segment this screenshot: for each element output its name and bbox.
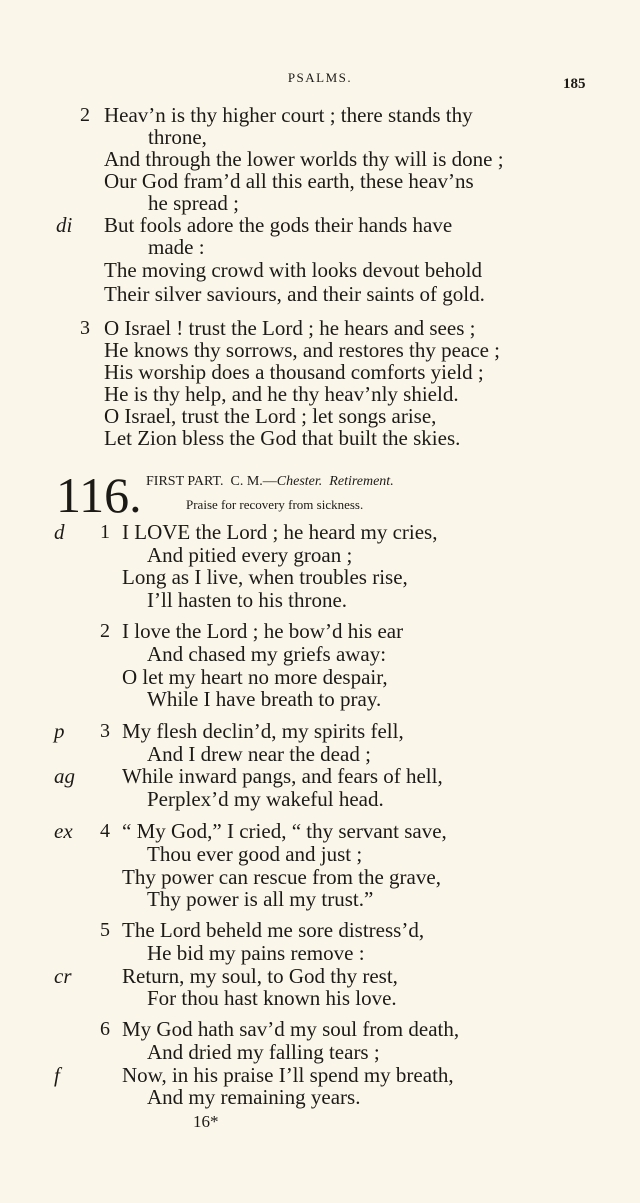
dynamics-mark: di [56, 213, 73, 237]
dynamics-mark: p [54, 719, 65, 743]
verse-line: Thy power can rescue from the grave, [122, 865, 441, 889]
hymn-subtitle: Praise for recovery from sickness. [186, 497, 364, 512]
verse-line: Return, my soul, to God thy rest, [122, 964, 398, 988]
verse-line: O Israel ! trust the Lord ; he hears and sees ; [104, 316, 476, 340]
verse-line: And I drew near the dead ; [147, 742, 371, 766]
verse-line: Our God fram’d all this earth, these heav’ns [104, 169, 474, 193]
page-number: 185 [563, 76, 586, 92]
verse-line: And chased my griefs away: [147, 642, 387, 666]
stanza-number: 3 [100, 720, 110, 742]
stanza-number: 2 [100, 620, 110, 642]
verse-line: I’ll hasten to his throne. [147, 588, 348, 612]
verse-line: For thou hast known his love. [147, 986, 397, 1010]
verse-line: made : [148, 235, 205, 259]
verse-line: Their silver saviours, and their saints of gold. [104, 282, 485, 306]
dynamics-mark: f [54, 1063, 60, 1087]
dynamics-mark: d [54, 520, 65, 544]
hymn-meta [146, 474, 394, 490]
verse-line: Heav’n is thy higher court ; there stands thy [104, 103, 473, 127]
verse-line: And pitied every groan ; [147, 543, 353, 567]
verse-line: Let Zion bless the God that built the skies. [104, 426, 461, 450]
verse-line: The Lord beheld me sore distress’d, [122, 918, 425, 942]
verse-line: “ My God,” I cried, “ thy servant save, [122, 819, 447, 843]
verse-line: I love the Lord ; he bow’d his ear [122, 619, 404, 643]
verse-line: O Israel, trust the Lord ; let songs arise, [104, 404, 437, 428]
hymn-number: 116. [56, 467, 142, 523]
verse-line: While I have breath to pray. [147, 687, 382, 711]
verse-line: Now, in his praise I’ll spend my breath, [122, 1063, 454, 1087]
hymn-tune-2: Retirement. [329, 474, 394, 489]
verse-line: And dried my falling tears ; [147, 1040, 380, 1064]
verse-line: And through the lower worlds thy will is done ; [104, 147, 504, 171]
hymn-meter: C. M.— [230, 474, 277, 489]
dynamics-mark: ag [54, 764, 75, 788]
running-head: PSALMS. [287, 70, 353, 85]
verse-line: My flesh declin’d, my spirits fell, [122, 719, 404, 743]
dynamics-mark: cr [54, 964, 72, 988]
verse-line: He knows thy sorrows, and restores thy peace ; [104, 338, 500, 362]
verse-line: Thou ever good and just ; [147, 842, 363, 866]
dynamics-mark: ex [54, 819, 73, 843]
verse-line: And my remaining years. [147, 1085, 361, 1109]
verse-line: he spread ; [148, 191, 239, 215]
verse-line: He bid my pains remove : [147, 941, 365, 965]
verse-line: Perplex’d my wakeful head. [147, 787, 384, 811]
hymn-part: FIRST PART. [146, 474, 224, 489]
stanza-number: 3 [80, 317, 90, 339]
hymn-tune-1: Chester. [276, 474, 323, 489]
verse-line: While inward pangs, and fears of hell, [122, 764, 443, 788]
signature-mark: 16* [193, 1112, 219, 1131]
stanza-number: 4 [100, 820, 110, 842]
verse-line: His worship does a thousand comforts yield ; [104, 360, 484, 384]
stanza-number: 1 [100, 521, 110, 543]
verse-line: My God hath sav’d my soul from death, [122, 1017, 460, 1041]
stanza-number: 6 [100, 1018, 110, 1040]
verse-line: But fools adore the gods their hands have [104, 213, 453, 237]
verse-line: O let my heart no more despair, [122, 665, 388, 689]
stanza-number: 5 [100, 919, 110, 941]
verse-line: I LOVE the Lord ; he heard my cries, [122, 520, 438, 544]
stanza-number: 2 [80, 104, 90, 126]
verse-line: throne, [148, 125, 207, 149]
verse-line: He is thy help, and he thy heav’nly shield. [104, 382, 459, 406]
verse-line: Thy power is all my trust.” [147, 887, 374, 911]
verse-line: Long as I live, when troubles rise, [122, 565, 408, 589]
verse-line: The moving crowd with looks devout behold [104, 258, 482, 282]
